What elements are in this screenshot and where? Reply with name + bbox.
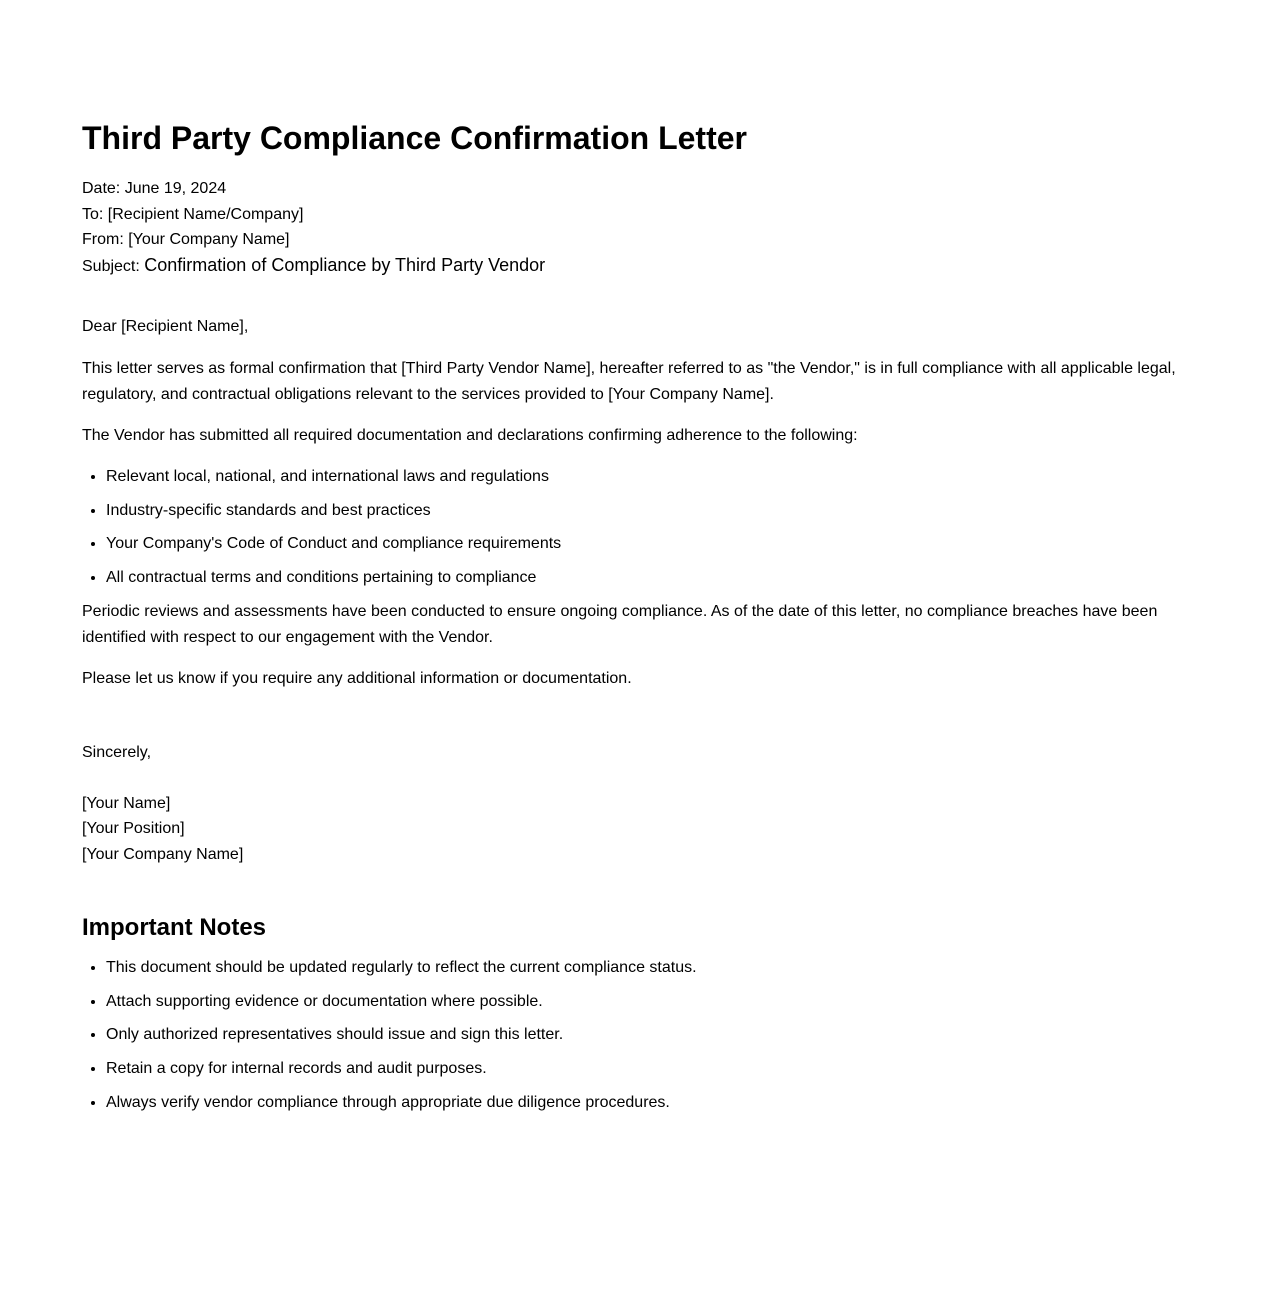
paragraph-reviews: Periodic reviews and assessments have been conducted to ensure ongoing compliance. As of the date of this letter, no compliance breaches have been identified with respect to our engagement with the Vendor. [82,602,1158,646]
date-line [82,176,1196,202]
to-label: To: [82,205,108,223]
paragraph-documentation: The Vendor has submitted all required documentation and declarations confirming adherence to the following: [82,427,858,444]
list-item: • Retain a copy for internal records and audit purposes. [106,1056,1196,1082]
signature-block [82,791,1196,868]
list-item: • Your Company's Code of Conduct and compliance requirements [106,531,1196,557]
sign-off: Sincerely, [82,743,152,761]
subject-label: Subject: [82,257,145,275]
list-item: • Relevant local, national, and international laws and regulations [106,464,1196,490]
signer-company: [Your Company Name] [82,845,244,863]
signer-position: [Your Position] [82,820,185,837]
paragraph-confirmation: This letter serves as formal confirmation that [Third Party Vendor Name], hereafter referred to as "the Vendor," is in full compliance with all applicable legal, regulatory, and contractual obligations relevant to the services provided to [Your Company Name]. [82,360,1176,403]
list-item: • Only authorized representatives should issue and sign this letter. [106,1022,1196,1048]
from-value: [Your Company Name] [128,231,290,248]
to-line [82,202,1196,228]
date-label: Date: [82,180,125,197]
from-label: From: [82,231,129,248]
letter-meta [82,176,1196,279]
list-item: • All contractual terms and conditions pertaining to compliance [106,565,1196,591]
from-line [82,227,1196,253]
list-item: • Always verify vendor compliance through appropriate due diligence procedures. [106,1090,1196,1116]
list-item: • Industry-specific standards and best practices [106,498,1196,524]
list-item: • Attach supporting evidence or documentation where possible. [106,989,1196,1015]
signer-name: [Your Name] [82,794,171,812]
compliance-list [82,464,1196,591]
to-value: [Recipient Name/Company] [107,205,304,223]
subject-line [82,253,1196,280]
subject-value: Confirmation of Compliance by Third Party Vendor [144,254,546,275]
salutation: Dear [Recipient Name], [82,318,249,335]
list-item: • This document should be updated regularly to reflect the current compliance status. [106,955,1196,981]
notes-heading: Important Notes [82,914,267,941]
date-value: June 19, 2024 [124,180,227,197]
page-title: Third Party Compliance Confirmation Letter [82,120,747,156]
paragraph-contact: Please let us know if you require any additional information or documentation. [82,669,632,687]
notes-list [82,955,1196,1116]
